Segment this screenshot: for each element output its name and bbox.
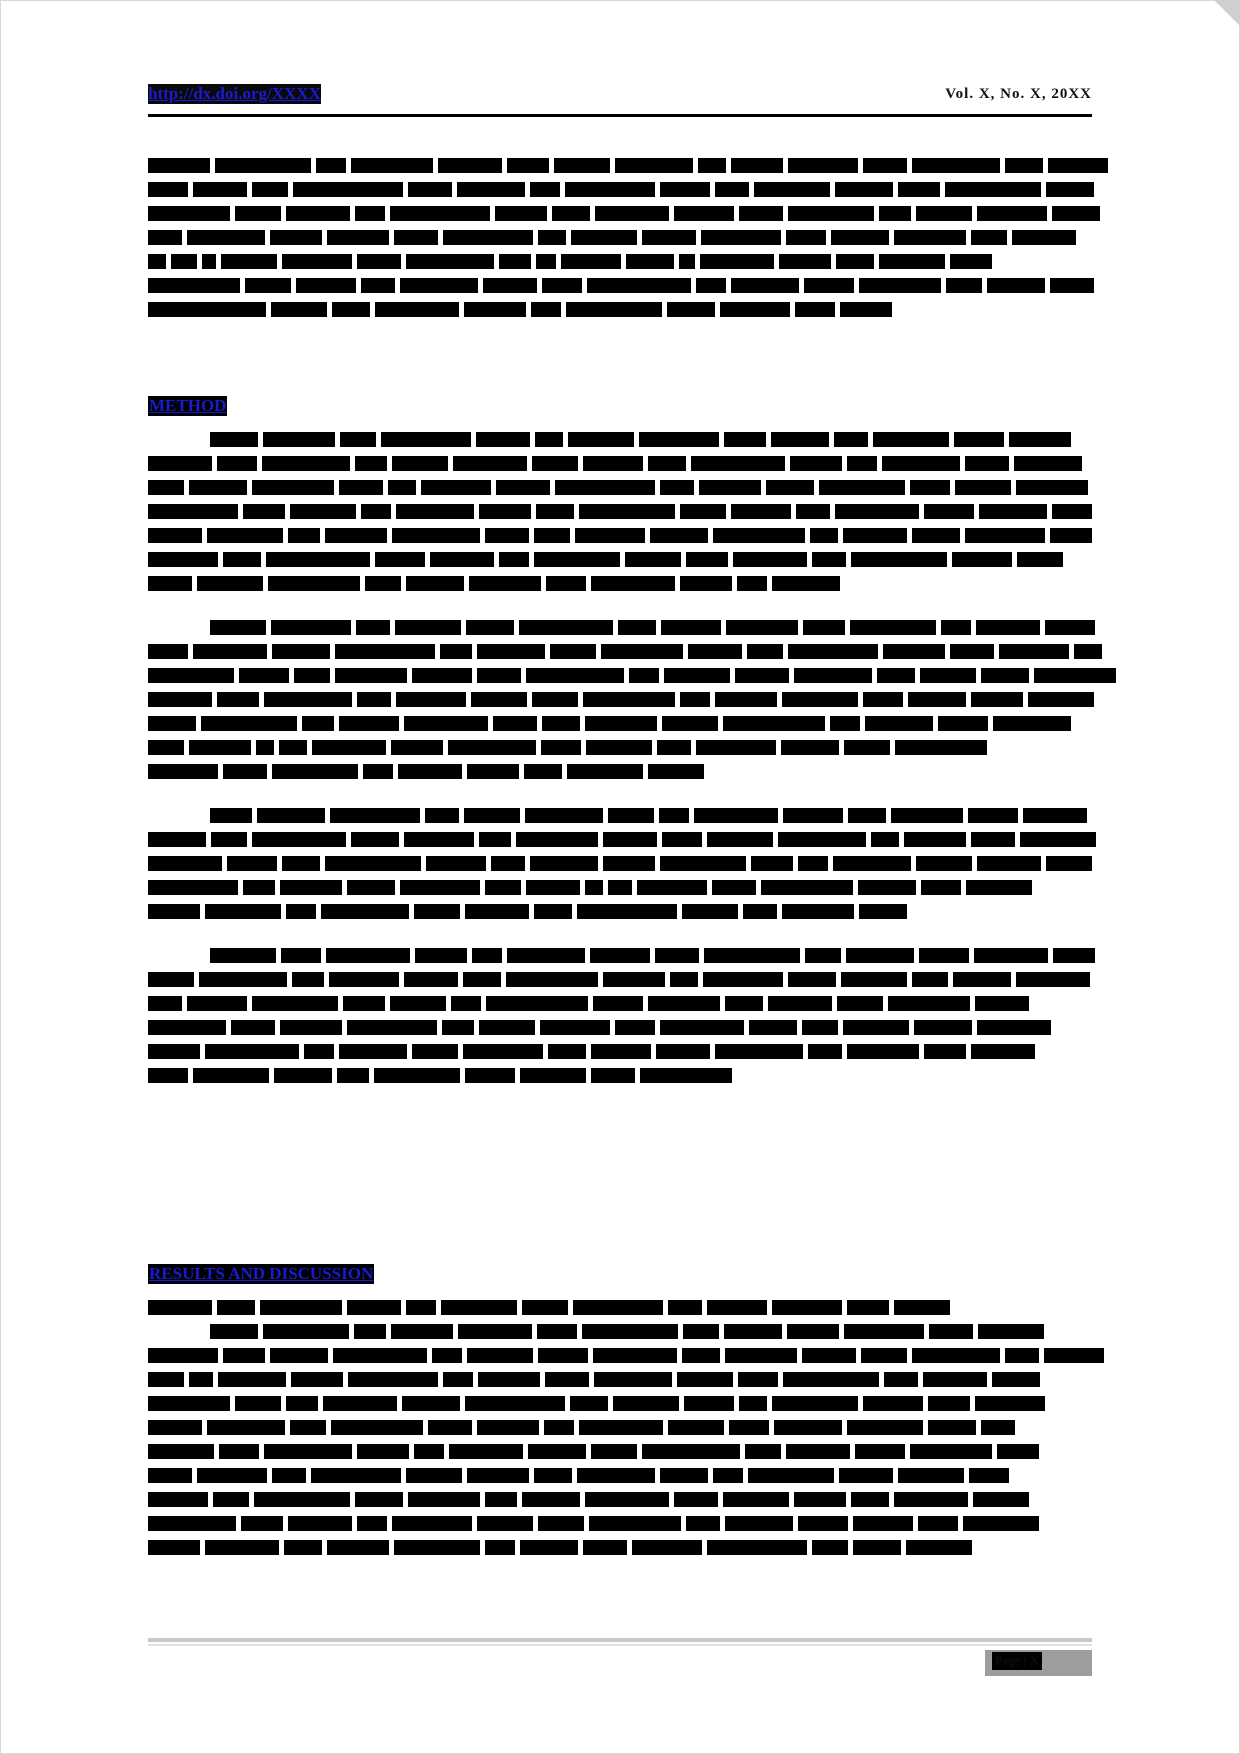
section-heading-method[interactable]: METHOD [149, 396, 227, 415]
page-header [148, 84, 1092, 110]
header-volume-info: Vol. X, No. X, 20XX [945, 86, 1092, 102]
footer-divider-secondary [148, 1644, 1092, 1646]
header-doi-link[interactable]: http://dx.doi.org/XXXX [148, 84, 321, 103]
footer-divider [148, 1638, 1092, 1642]
footer-page-label: Page | X [992, 1652, 1042, 1670]
section-heading-results[interactable]: RESULTS AND DISCUSSION [149, 1264, 374, 1283]
page-corner-fold [1214, 0, 1240, 26]
header-divider [148, 114, 1092, 117]
